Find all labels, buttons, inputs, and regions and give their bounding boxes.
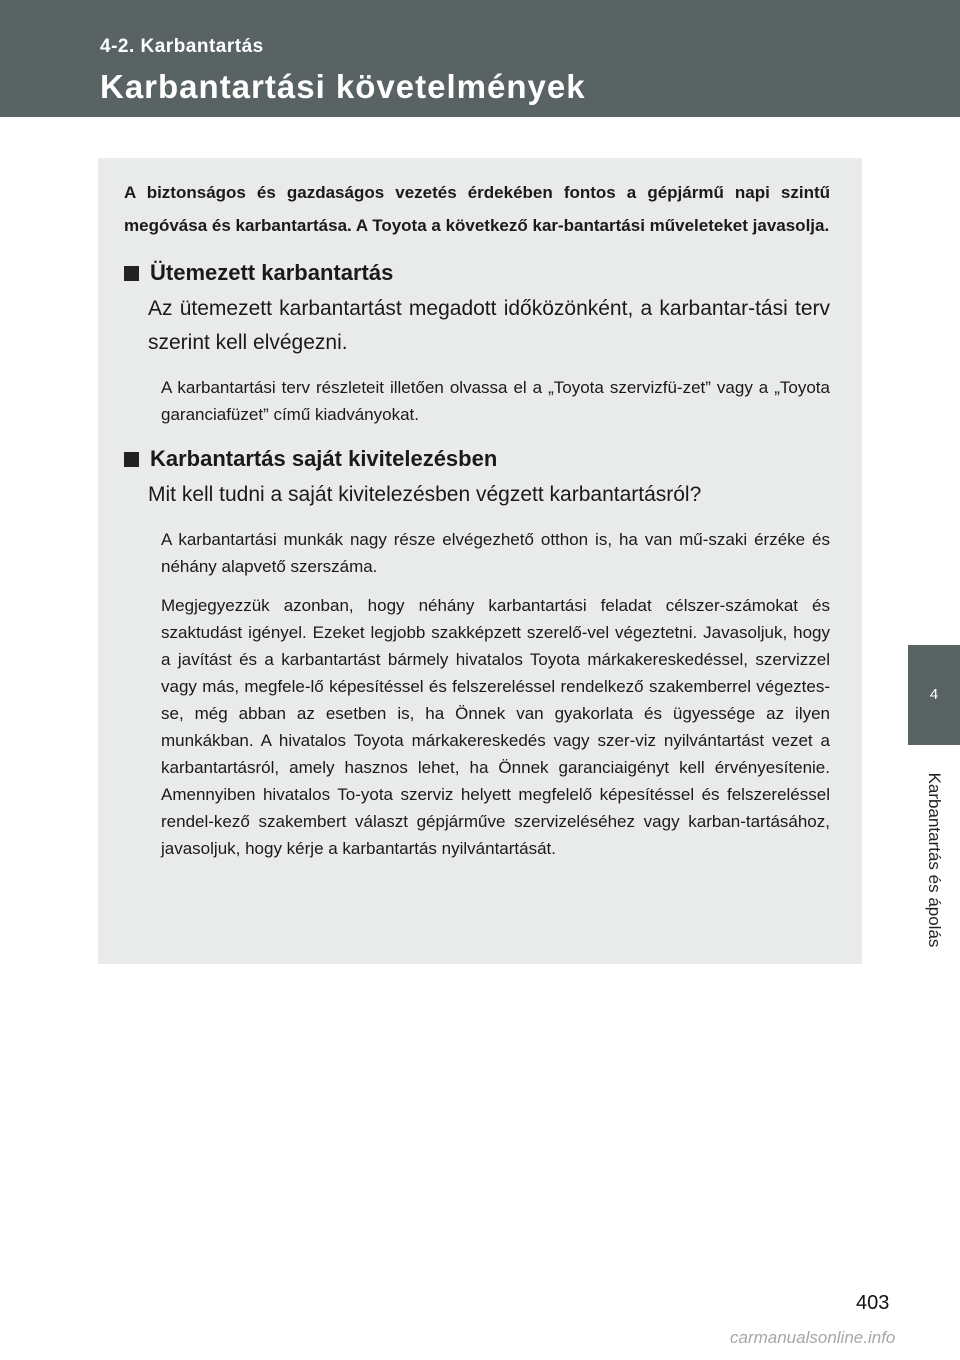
- content-box: [98, 158, 862, 964]
- heading-text: Ütemezett karbantartás: [150, 260, 394, 285]
- section-paragraph: A karbantartási munkák nagy része elvégezhető otthon is, ha van mű-szaki érzéke és néhány alapvető szerszáma.: [161, 530, 830, 576]
- section-lead: Mit kell tudni a saját kivitelezésben végzett karbantartásról?: [148, 483, 702, 506]
- chapter-label: Karbantartás és ápolás: [925, 772, 944, 948]
- section-paragraph: A karbantartási terv részleteit illetően olvassa el a „Toyota szervizfü-zet” vagy a „Toyota garanciafüzet” című kiadványokat.: [161, 378, 830, 424]
- heading-text: Karbantartás saját kivitelezésben: [150, 446, 498, 471]
- bullet-square-icon: [124, 452, 139, 467]
- section-lead: Az ütemezett karbantartást megadott időközönként, a karbantar-tási terv szerint kell elvégezni.: [148, 297, 830, 354]
- section-heading-scheduled: [124, 260, 830, 286]
- section-paragraph: Megjegyezzük azonban, hogy néhány karbantartási feladat célszer-számokat és szaktudást igényel. Ezeket legjobb szakképzett szerelő-vel végeztetni. Javasoljuk, hogy a javítást és a karbantartást bármely hivatalos Toyota márkakereskedéssel, szervizzel vagy más, megfele-lő képesítéssel és felszereléssel rendelkező szakemberrel végeztes-se, még abban az esetben is, ha Önnek van gyakorlata és ügyessége az ilyen munkákban. A hivatalos Toyota márkakereskedés vagy szer-viz nyilvántartást vezet a karbantartásról, amely hasznos lehet, ha Önnek garanciaigényt kell érvényesítenie. Amennyiben hivatalos To-yota szerviz helyett megfelelő képesítéssel és felszereléssel rendel-kező szakembert választ gépjárműve szervizeléséhez vagy karban-tartásához, javasoljuk, hogy kérje a karbantartás nyilvántartását.: [161, 596, 830, 858]
- page-number: 403: [856, 1292, 890, 1314]
- intro-text: A biztonságos és gazdaságos vezetés érdekében fontos a gépjármű napi szintű megóvása és karbantartása. A Toyota a következő kar-bantartási műveleteket javasolja.: [124, 183, 830, 235]
- chapter-tab: 4: [908, 645, 960, 745]
- section-label: 4-2. Karbantartás: [100, 36, 264, 57]
- page-header: [0, 0, 960, 117]
- watermark-link[interactable]: carmanualsonline.info: [730, 1328, 896, 1347]
- page-title: Karbantartási követelmények: [100, 68, 586, 105]
- bullet-square-icon: [124, 266, 139, 281]
- section-heading-diy: [124, 446, 830, 472]
